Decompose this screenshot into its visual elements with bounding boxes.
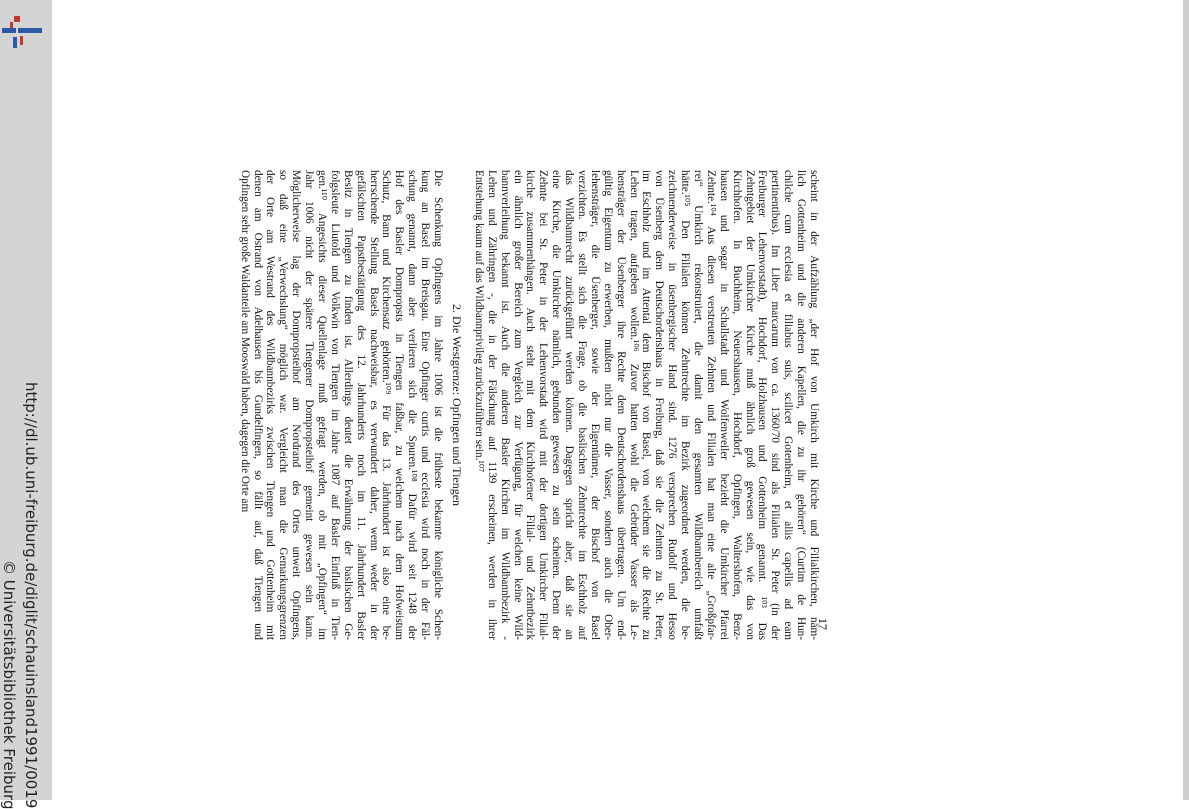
text-line: von Üsenberg dem Deutschordenshaus in Freiburg, daß sie die Zehnten zu St. Peter, xyxy=(653,170,666,640)
text-line: bannverleihung bekannt ist. Auch die anderen Basler Kirchen im Wildbannbezirk - xyxy=(498,170,511,640)
text-line: Zehnte.¹⁰⁴ Aus diesen verstreuten Zehnten und Filialen hat man eine alte „Großpfar- xyxy=(704,170,717,640)
text-line: chilche cum ecclesia et filiabus suis, scilicet Gotenheim, et aliis capellis ad eam xyxy=(782,170,795,640)
text-line: gen.¹¹⁰ Angesichts dieser Quellenlage muß gefragt werden, ob mit „Opfingen“ im xyxy=(316,170,329,640)
text-line: Jahr 1006 nicht der spätere Tiengener Dompropsteihof gemeint gewesen sein kann. xyxy=(303,170,316,640)
text-line: Opfingen sehr große Waldanteile am Mooswald haben, dagegen die Orte am xyxy=(238,170,251,513)
text-line: ein ähnlich großer Bereich zum Vergleich zur Verfügung, für welchen keine Wild- xyxy=(511,170,524,640)
text-line: Lehen tragen, aufgeben wollen.¹⁰⁶ Zuvor hatten wohl die Gebrüder Vasser als Le- xyxy=(627,170,640,640)
paragraph-1 xyxy=(472,170,820,640)
text-line: denen am Ostrand von Adelhausen bis Gundelfingen, so fällt auf, daß Tiengen und xyxy=(251,170,264,640)
text-line: im Eschholz und im Attental dem Bischof von Basel, von welchem sie die Rechte zu xyxy=(640,170,653,640)
text-line: scheint in der Aufzählung „der Hof von Umkirch mit Kirche und Filialkirchen, näm- xyxy=(808,170,820,640)
text-line: Schutz, Bann und Kirchensatz gehörten.¹⁰⁹ Für das 13. Jahrhundert ist also eine be- xyxy=(380,170,393,640)
text-line: Hof des Basler Dompropsts in Tiengen faßbar, zu welchem nach dem Hofweistum xyxy=(393,170,406,640)
paragraph-2 xyxy=(238,170,444,640)
text-line: Entstehung kaum auf das Wildbannprivileg zurückzuführen sein.¹⁰⁷ xyxy=(472,170,485,473)
text-line: zeichnenderweise in üsenbergischer Hand sind. 1276 versprechen Rudolf und Hesso xyxy=(666,170,679,640)
text-line: kirche zusammenhängen. Auch steht mit dem Kirchhofener Filial- und Zehntbezirk xyxy=(524,170,537,640)
text-line: hensträger der Üsenberger ihre Rechte dem Deutschordenshaus übertragen. Um end- xyxy=(614,170,627,640)
text-line: das Wildbannrecht zurückgeführt werden können. Dagegen spricht aber, daß sie an xyxy=(563,170,576,640)
text-line: Die Schenkung Opfingens im Jahre 1006 ist die früheste bekannte königliche Schen- xyxy=(432,170,445,640)
text-line: folgsleute Liutold und Volkwin von Tiengen im Jahre 1087 auf Basler Einfluß in Tien- xyxy=(328,170,341,640)
text-line: schung genannt, dann aber verlieren sich die Spuren.¹⁰⁸ Dafür wird seit 1248 der xyxy=(406,170,419,640)
text-line: hausen und sogar in Schallstadt und Wolfenweiler bezieht die Umkircher Pfarrei xyxy=(717,170,730,640)
text-line: lehensträger, die Üsenberger, sowie der Eigentümer, der Bischof von Basel xyxy=(588,170,601,640)
text-line: eine Kirche, die Umkircher nämlich, gebunden gewesen zu sein scheinen. Denn der xyxy=(550,170,563,640)
text-line: Zehnte bei St. Peter in der Lehenvorstadt wird mit der dortigen Umkircher Filial- xyxy=(537,170,550,640)
page-text xyxy=(230,170,820,640)
scrollbar-track[interactable] xyxy=(1183,0,1189,800)
text-line: lich Gottenheim und die anderen Kapellen, die zu ihr gehören“ (Curtim de Hun- xyxy=(795,170,808,640)
viewer-sidebar xyxy=(0,0,52,809)
text-line: rei“ Umkirch rekonstruiert, die damit den gesamten Wildbannbereich umfaßt xyxy=(691,170,704,640)
text-line: so daß eine „Verwechslung“ möglich war. Vergleicht man die Gemarkungsgrenzen xyxy=(277,170,290,640)
text-line: Kirchhofen. In Buchheim, Neuershausen, Hochdorf, Opfingen, Waltershofen, Benz- xyxy=(730,170,743,640)
section-heading: 2. Die Westgrenze: Opfingen und Tiengen xyxy=(449,303,464,507)
text-line: gültig Eigentum zu erwerben, mußten nicht nur die Vasser, sondern auch die Ober- xyxy=(601,170,614,640)
text-line: hätte.¹⁰⁵ Den Filialen können Zehntrechte im Bezirk zugeordnet werden, die be- xyxy=(679,170,692,640)
copyright-notice: © Universitätsbibliothek Freiburg xyxy=(0,560,18,809)
text-line: verzichten. Es stellt sich die Frage, ob die baslischen Zehntrechte im Eschholz auf xyxy=(575,170,588,640)
text-line: gefälschten Papstbestätigung des 12. Jahrhunderts noch im 11. Jahrhundert Basler xyxy=(354,170,367,640)
scrollbar-thumb[interactable] xyxy=(1183,0,1189,800)
text-line: Möglicherweise lag der Dompropsteihof am Nordrand des Ortes unweit Opfingens, xyxy=(290,170,303,640)
scanned-page xyxy=(240,0,1020,800)
text-line: Lehen und Zähringen -, die in der Fälschung auf 1139 erscheinen, werden in ihrer xyxy=(485,170,498,640)
text-line: Freiburger Lehenvorstadt), Hochdorf, Holzhausen und Gottenheim genannt. ¹⁰³ Das xyxy=(756,170,769,640)
text-line: der Orte am Westrand des Wildbannbezirks zwischen Tiengen und Gottenheim mit xyxy=(264,170,277,640)
text-line: Besitz in Tiengen zu finden ist. Allerdings deutet die Erwähnung der baslischen Ge- xyxy=(341,170,354,640)
text-line: pertinentibus). Im Liber marcarum von ca. 1360/70 sind als Filialen St. Peter (in der xyxy=(769,170,782,640)
text-line: herrschende Stellung Basels nachweisbar, es verwundert daher, wenn weder in der xyxy=(367,170,380,640)
text-line: kung an Basel im Breisgau. Eine Opfinger curtis und ecclesia wird noch in der Fäl- xyxy=(419,170,432,640)
source-url[interactable]: http://dl.ub.uni-freiburg.de/diglit/schauinsland1991/0019 xyxy=(22,382,40,809)
text-line: Zehntgebiet der Umkircher Kirche muß ähnlich groß gewesen sein, wie das von xyxy=(743,170,756,640)
page-number: 17 xyxy=(816,618,830,630)
